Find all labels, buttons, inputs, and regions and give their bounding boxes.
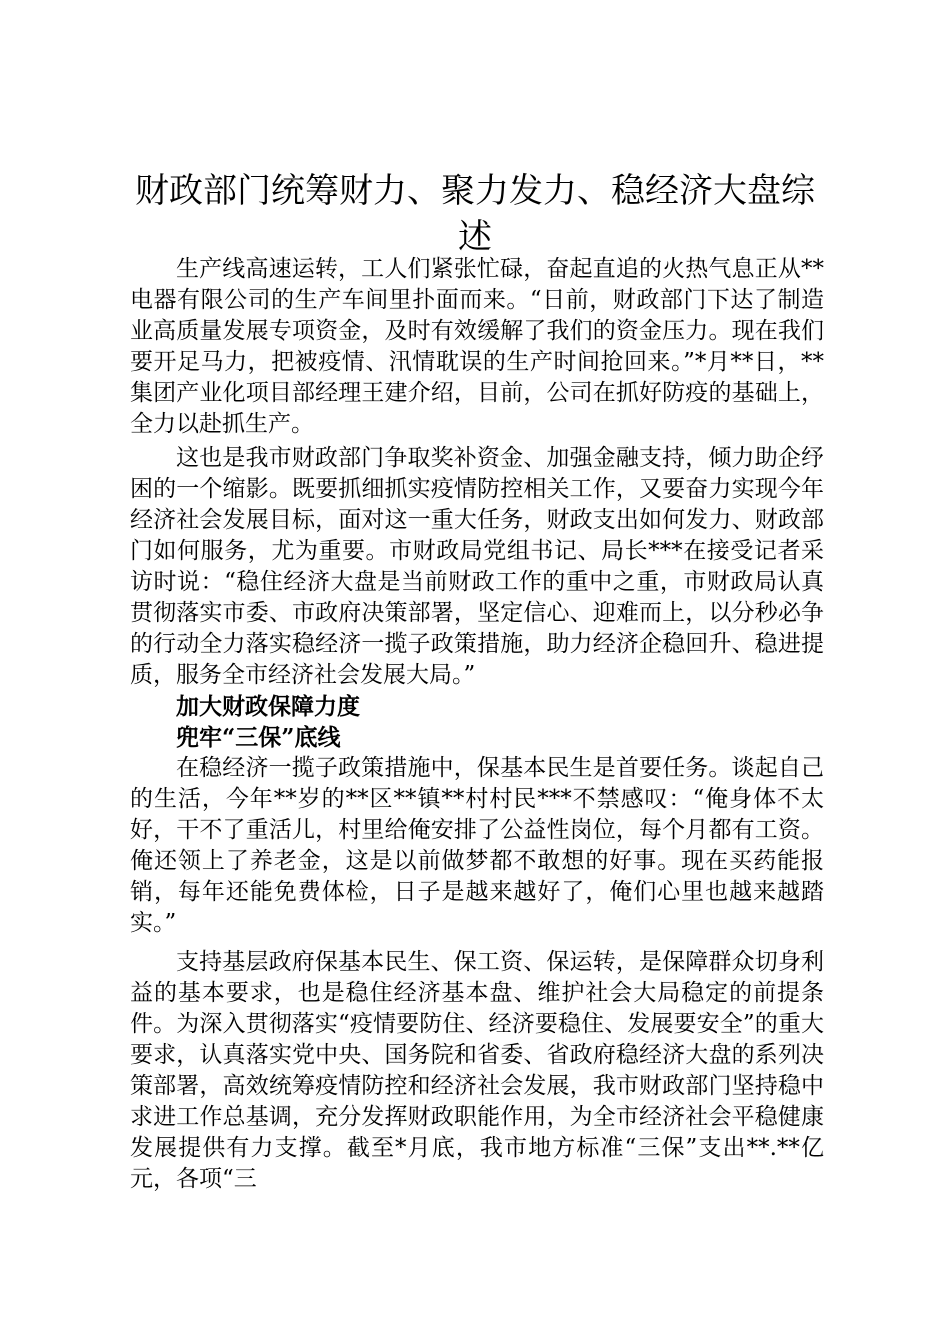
paragraph-basic-livelihood: 在稳经济一揽子政策措施中，保基本民生是首要任务。谈起自己的生活，今年**岁的**区**镇**村村民***不禁感叹：“俺身体不太好，干不了重活儿，村里给俺安排了公益性岗位，每个月都有工资。俺还领上了养老金，这是以前做梦都不敢想的好事。现在买药能报销，每年还能免费体检，日子是越来越好了，俺们心里也越来越踏实。”	[130, 755, 824, 936]
section-heading-fiscal-guarantee: 加大财政保障力度	[176, 693, 360, 720]
document-title: 财政部门统筹财力、聚力发力、稳经济大盘综述	[135, 171, 815, 257]
document-body	[130, 254, 824, 1195]
paragraph-grassroots-support: 支持基层政府保基本民生、保工资、保运转，是保障群众切身利益的基本要求，也是稳住经济基本盘、维护社会大局稳定的前提条件。为深入贯彻落实“疫情要防住、经济要稳住、发展要安全”的重大要求，认真落实党中央、国务院和省委、省政府稳经济大盘的系列决策部署，高效统筹疫情防控和经济社会发展，我市财政部门坚持稳中求进工作总基调，充分发挥财政职能作用，为全市经济社会平稳健康发展提供有力支撑。截至*月底，我市地方标准“三保”支出**.**亿元，各项“三	[130, 949, 824, 1192]
paragraph-production-line: 生产线高速运转，工人们紧张忙碌，奋起直追的火热气息正从**电器有限公司的生产车间里扑面而来。“日前，财政部门下达了制造业高质量发展专项资金，及时有效缓解了我们的资金压力。现在我们要开足马力，把被疫情、汛情耽误的生产时间抢回来。”*月**日，**集团产业化项目部经理王建介绍，目前，公司在抓好防疫的基础上，全力以赴抓生产。	[130, 256, 824, 437]
section-heading-three-guarantees: 兜牢“三保”底线	[176, 724, 341, 751]
paragraph-finance-support: 这也是我市财政部门争取奖补资金、加强金融支持，倾力助企纾困的一个缩影。既要抓细抓实疫情防控相关工作，又要奋力实现今年经济社会发展目标，面对这一重大任务，财政支出如何发力、财政部门如何服务，尤为重要。市财政局党组书记、局长***在接受记者采访时说：“稳住经济大盘是当前财政工作的重中之重，市财政局认真贯彻落实市委、市政府决策部署，坚定信心、迎难而上，以分秒必争的行动全力落实稳经济一揽子政策措施，助力经济企稳回升、稳进提质，服务全市经济社会发展大局。”	[130, 445, 824, 688]
